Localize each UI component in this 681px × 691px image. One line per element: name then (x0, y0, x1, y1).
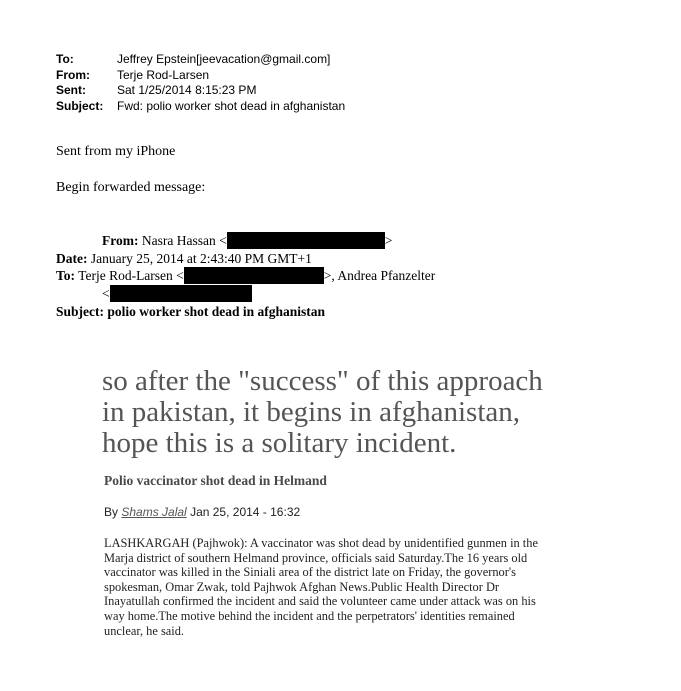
quote-line: in pakistan, it begins in afghanistan, (102, 396, 521, 428)
email-header (56, 52, 345, 114)
sent-value: Sat 1/25/2014 8:15:23 PM (117, 83, 257, 97)
to-label: To: (56, 52, 74, 66)
body-line: way home.The motive behind the incident and the perpetrators' identities remained (104, 608, 515, 623)
from-label: From: (56, 67, 90, 82)
fwd-to-row (56, 267, 435, 284)
begin-forwarded-line: Begin forwarded message: (56, 180, 206, 195)
quote-text (102, 366, 543, 459)
sent-from-line: Sent from my iPhone (56, 144, 176, 159)
header-to-row (56, 52, 345, 68)
quote-line: so after the "success" of this approach (102, 365, 543, 397)
article-title: Polio vaccinator shot dead in Helmand (104, 473, 327, 488)
fwd-to-value-3: < (102, 286, 110, 301)
article-date: Jan 25, 2014 - 16:32 (190, 505, 301, 519)
body-line: vaccinator was killed in the Siniali area of the district late on Friday, the governor's (104, 565, 516, 580)
quote-line: hope this is a solitary incident. (102, 427, 457, 459)
fwd-date-value: January 25, 2014 at 2:43:40 PM GMT+1 (90, 251, 312, 266)
to-value: Jeffrey Epstein[jeevacation@gmail.com] (117, 52, 331, 66)
header-sent-row (56, 83, 345, 99)
article-body (104, 536, 538, 638)
header-subject-row (56, 99, 345, 115)
subject-label: Subject: (56, 98, 104, 113)
fwd-to-label: To: (56, 268, 76, 283)
article-byline (104, 505, 300, 519)
fwd-from-label: From: (102, 233, 139, 248)
body-line: unclear, he said. (104, 623, 185, 638)
from-value: Terje Rod-Larsen (117, 67, 210, 82)
fwd-to-row-2 (102, 285, 252, 302)
redaction-block (110, 285, 252, 302)
fwd-to-value: Terje Rod-Larsen < (78, 268, 184, 283)
author-link[interactable]: Shams Jalal (121, 505, 187, 519)
fwd-to-value-2: >, Andrea Pfanzelter (323, 268, 436, 283)
fwd-date-row (56, 250, 312, 267)
body-line: Marja district of southern Helmand province, officials said Saturday.The 16 years old (104, 550, 528, 565)
body-line: LASHKARGAH (Pajhwok): A vaccinator was shot dead by unidentified gunmen in the (104, 536, 538, 550)
fwd-from-close: > (384, 233, 393, 248)
subject-value: Fwd: polio worker shot dead in afghanistan (117, 98, 346, 113)
fwd-date-label: Date: (56, 251, 88, 266)
body-line: Inayatullah confirmed the incident and said the volunteer came under attack was on his (104, 594, 536, 609)
fwd-subject-row (56, 303, 325, 320)
fwd-from-value: Nasra Hassan < (141, 233, 227, 248)
redaction-block (184, 267, 324, 284)
fwd-subject-label: Subject: (56, 304, 104, 319)
fwd-subject-value: polio worker shot dead in afghanistan (107, 304, 326, 319)
by-label: By (104, 505, 119, 519)
fwd-from-row (102, 232, 392, 249)
redaction-block (227, 232, 385, 249)
body-line: spokesman, Omar Zwak, told Pajhwok Afghan News.Public Health Director Dr (104, 579, 500, 594)
sent-label: Sent: (56, 83, 86, 97)
header-from-row (56, 68, 345, 84)
